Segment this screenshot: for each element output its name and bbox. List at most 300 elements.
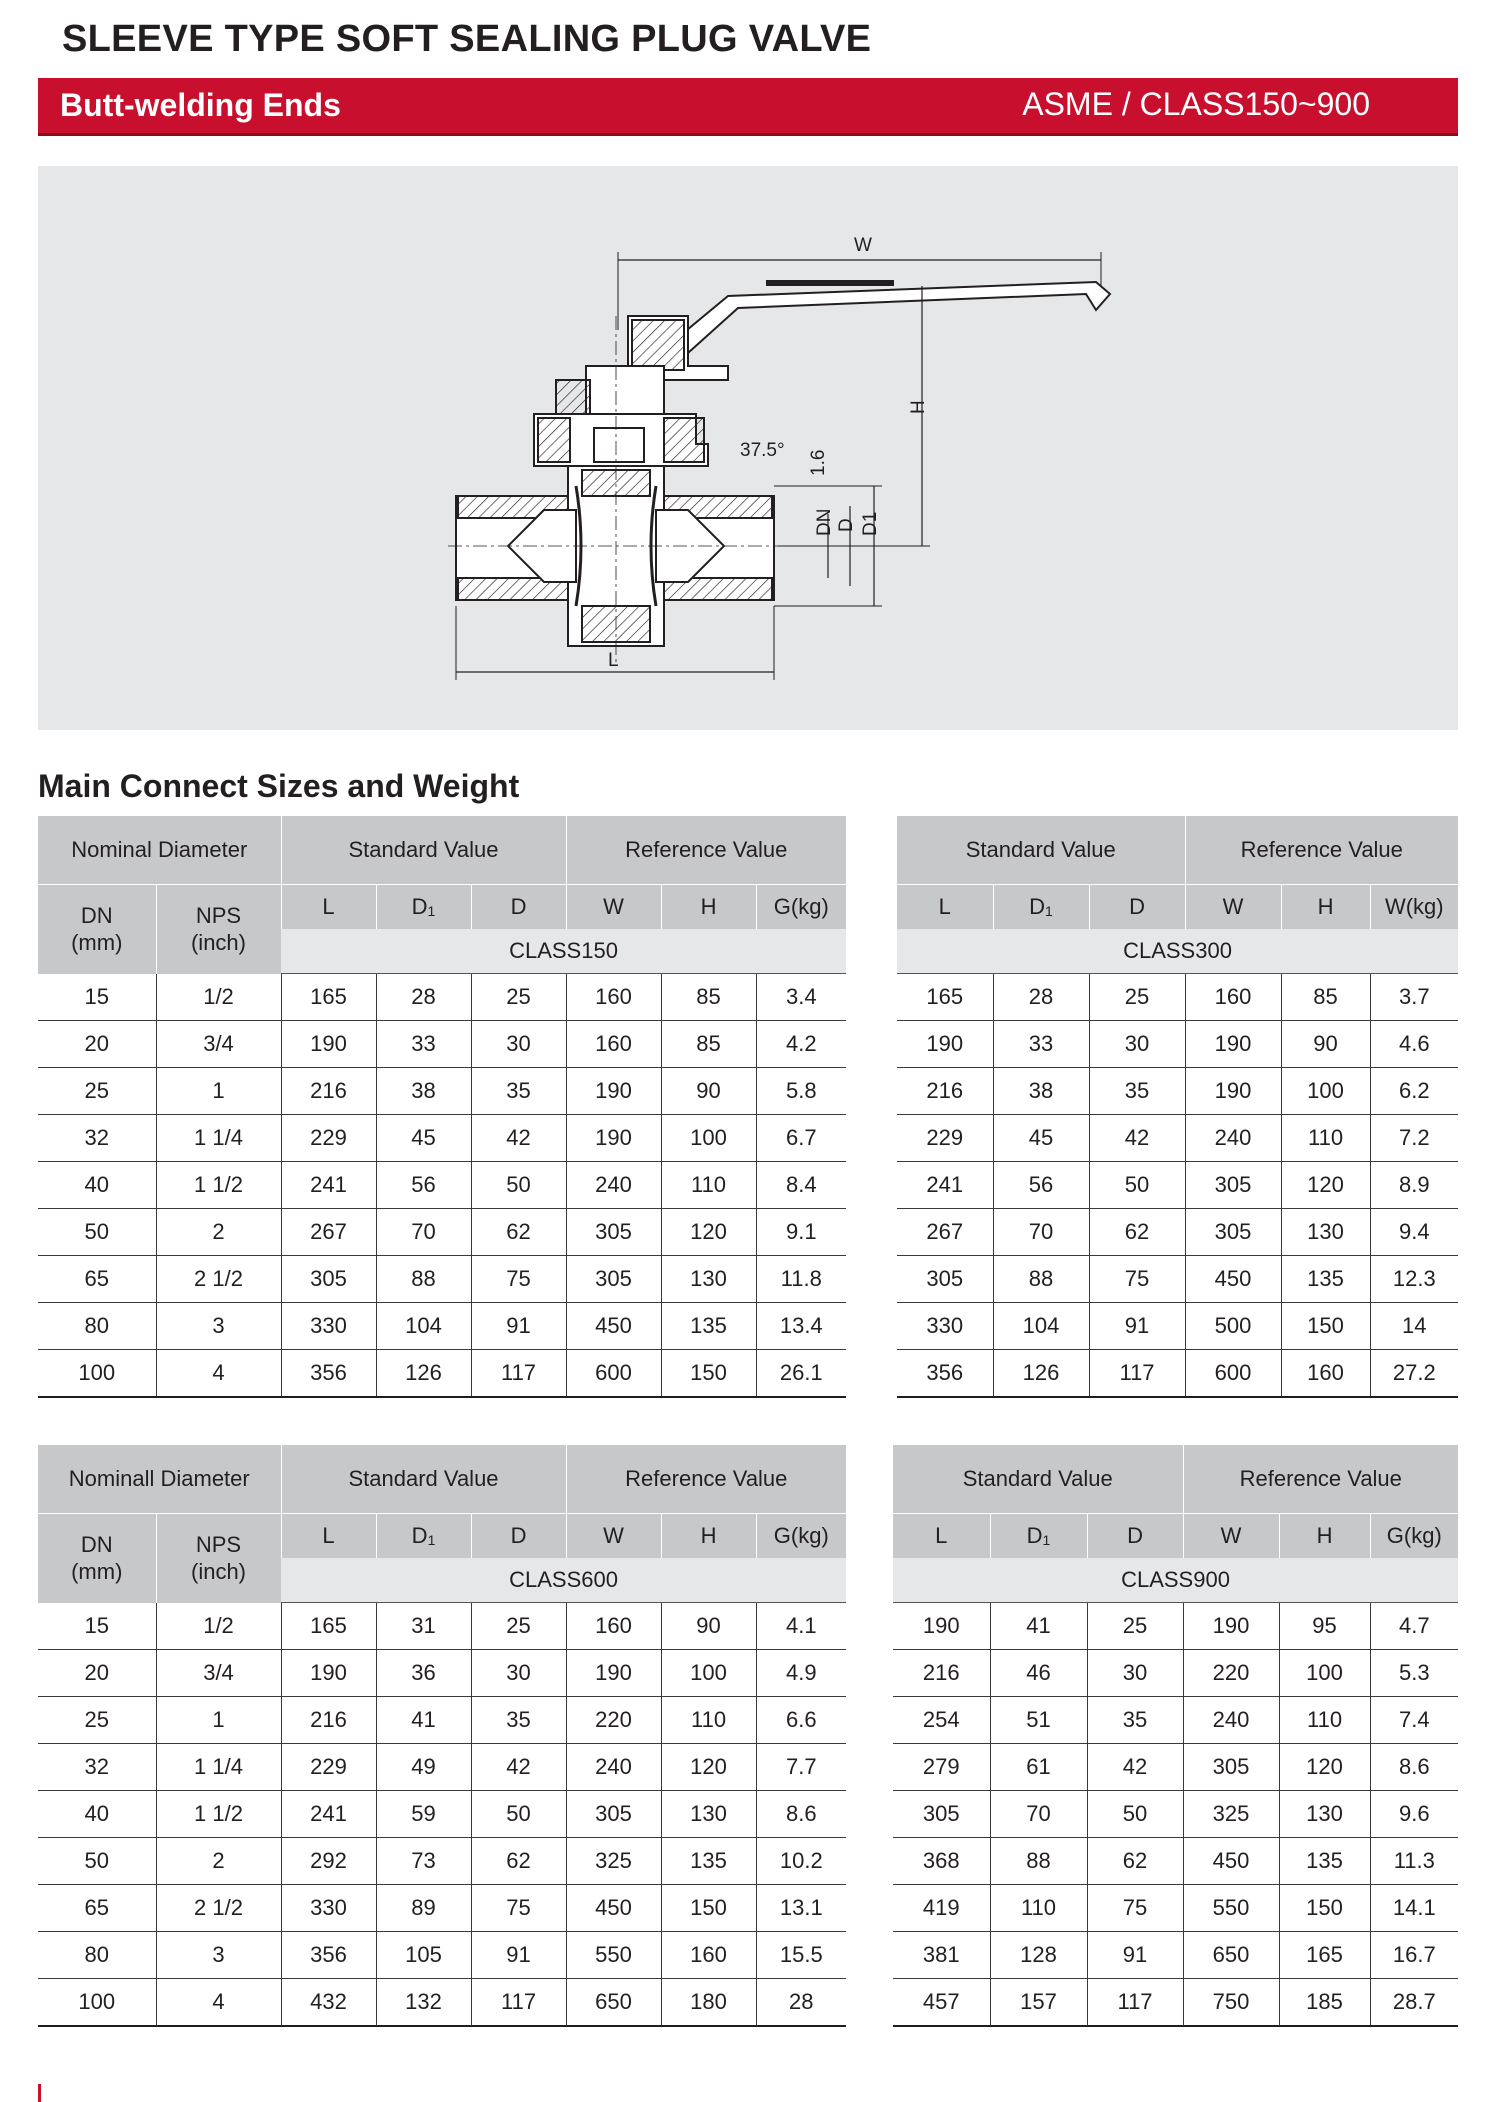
table-row (893, 1932, 1458, 1979)
cell-w: 750 (1183, 1979, 1279, 2027)
cell-dn: 65 (38, 1256, 156, 1303)
table-body (38, 1603, 846, 2027)
cell-l: 216 (897, 1068, 993, 1115)
cell-h: 90 (661, 1603, 756, 1650)
cell-d1: 36 (376, 1650, 471, 1697)
cell-w: 160 (566, 1021, 661, 1068)
cell-w: 160 (566, 1603, 661, 1650)
cell-d: 117 (471, 1350, 566, 1398)
dim-label-angle: 37.5° (740, 440, 785, 461)
cell-d1: 157 (990, 1979, 1087, 2027)
col-w: W (1185, 885, 1281, 930)
cell-dn: 80 (38, 1303, 156, 1350)
cell-w: 240 (566, 1744, 661, 1791)
cell-dn: 32 (38, 1115, 156, 1162)
cell-d1: 33 (993, 1021, 1089, 1068)
cell-h: 135 (661, 1303, 756, 1350)
cell-d1: 31 (376, 1603, 471, 1650)
cell-w: 190 (1185, 1068, 1281, 1115)
cell-h: 130 (1279, 1791, 1370, 1838)
cell-h: 100 (661, 1115, 756, 1162)
table-row (38, 1650, 846, 1697)
cell-d: 25 (1089, 974, 1185, 1021)
cell-nps: 3 (156, 1932, 281, 1979)
table-row (893, 1650, 1458, 1697)
cell-h: 150 (1279, 1885, 1370, 1932)
table-row (38, 1838, 846, 1885)
table-row (38, 1932, 846, 1979)
cell-weight: 4.7 (1370, 1603, 1458, 1650)
cell-d1: 28 (376, 974, 471, 1021)
cell-dn: 15 (38, 974, 156, 1021)
cell-nps: 1/2 (156, 974, 281, 1021)
cell-d1: 38 (376, 1068, 471, 1115)
cell-weight: 4.6 (1370, 1021, 1458, 1068)
cell-weight: 7.7 (756, 1744, 846, 1791)
cell-d: 91 (1089, 1303, 1185, 1350)
cell-w: 240 (1185, 1115, 1281, 1162)
col-w: W (1183, 1514, 1279, 1559)
table-row (893, 1697, 1458, 1744)
cell-d1: 56 (993, 1162, 1089, 1209)
cell-weight: 9.1 (756, 1209, 846, 1256)
dn-header (38, 885, 156, 974)
cell-l: 419 (893, 1885, 990, 1932)
cell-w: 160 (566, 974, 661, 1021)
cell-d: 50 (1087, 1791, 1183, 1838)
cell-l: 216 (893, 1650, 990, 1697)
cell-d: 35 (471, 1697, 566, 1744)
nps-unit: (inch) (191, 1559, 247, 1585)
cell-d1: 128 (990, 1932, 1087, 1979)
cell-d: 42 (471, 1115, 566, 1162)
dim-label-l: L (608, 650, 619, 671)
cell-h: 185 (1279, 1979, 1370, 2027)
cell-weight: 12.3 (1370, 1256, 1458, 1303)
table-row (38, 1303, 846, 1350)
cell-w: 550 (1183, 1885, 1279, 1932)
col-d1 (376, 885, 471, 930)
cell-weight: 28.7 (1370, 1979, 1458, 2027)
cell-l: 267 (281, 1209, 376, 1256)
cell-nps: 1 1/2 (156, 1791, 281, 1838)
cell-l: 216 (281, 1697, 376, 1744)
cell-d: 42 (471, 1744, 566, 1791)
col-h: H (1281, 885, 1370, 930)
col-d: D (471, 885, 566, 930)
cell-h: 120 (1281, 1162, 1370, 1209)
cell-w: 240 (566, 1162, 661, 1209)
cell-w: 600 (1185, 1350, 1281, 1398)
cell-d1: 88 (993, 1256, 1089, 1303)
col-d: D (471, 1514, 566, 1559)
cell-dn: 50 (38, 1838, 156, 1885)
class-label: CLASS600 (281, 1558, 846, 1603)
col-d1 (376, 1514, 471, 1559)
cell-h: 120 (1279, 1744, 1370, 1791)
cell-w: 305 (1183, 1744, 1279, 1791)
cell-d1: 70 (993, 1209, 1089, 1256)
cell-d1: 59 (376, 1791, 471, 1838)
table-row (897, 1021, 1458, 1068)
cell-h: 150 (661, 1350, 756, 1398)
cell-d: 75 (471, 1256, 566, 1303)
cell-l: 356 (281, 1932, 376, 1979)
header-banner (38, 78, 1458, 136)
cell-h: 150 (661, 1885, 756, 1932)
cell-h: 90 (1281, 1021, 1370, 1068)
class-label: CLASS900 (893, 1558, 1458, 1603)
col-d1-sub: 1 (427, 903, 436, 919)
cell-l: 432 (281, 1979, 376, 2027)
col-l: L (281, 885, 376, 930)
cell-d1: 61 (990, 1744, 1087, 1791)
cell-w: 600 (566, 1350, 661, 1398)
dim-label-d1: D1 (860, 511, 881, 536)
cell-l: 381 (893, 1932, 990, 1979)
nps-header (156, 885, 281, 974)
cell-h: 130 (1281, 1209, 1370, 1256)
nominal-diameter-header: Nominall Diameter (38, 1445, 281, 1514)
col-d: D (1089, 885, 1185, 930)
cell-d1: 49 (376, 1744, 471, 1791)
standard-value-header: Standard Value (893, 1445, 1183, 1514)
col-h: H (661, 1514, 756, 1559)
cell-d: 117 (471, 1979, 566, 2027)
cell-w: 190 (1183, 1603, 1279, 1650)
table-row (38, 1603, 846, 1650)
cell-w: 305 (1185, 1209, 1281, 1256)
table-row (893, 1603, 1458, 1650)
cell-d: 62 (1087, 1838, 1183, 1885)
nps-label: NPS (195, 903, 242, 929)
cell-h: 95 (1279, 1603, 1370, 1650)
cell-d: 117 (1089, 1350, 1185, 1398)
cell-l: 279 (893, 1744, 990, 1791)
standard-value-header: Standard Value (281, 816, 566, 885)
cell-d: 50 (471, 1791, 566, 1838)
cell-nps: 3/4 (156, 1650, 281, 1697)
cell-w: 305 (566, 1209, 661, 1256)
connection-type: Butt-welding Ends (60, 87, 341, 123)
cell-d: 25 (471, 1603, 566, 1650)
table-class600 (38, 1445, 846, 2027)
cell-h: 135 (1281, 1256, 1370, 1303)
cell-w: 450 (566, 1885, 661, 1932)
cell-d: 75 (1087, 1885, 1183, 1932)
table-class300 (897, 816, 1458, 1398)
cell-weight: 13.4 (756, 1303, 846, 1350)
col-d1-main: D (1029, 894, 1046, 919)
cell-dn: 20 (38, 1021, 156, 1068)
cell-d: 50 (471, 1162, 566, 1209)
cell-weight: 8.6 (1370, 1744, 1458, 1791)
cell-l: 241 (897, 1162, 993, 1209)
cell-dn: 65 (38, 1885, 156, 1932)
col-d1-sub: 1 (1042, 1532, 1051, 1548)
reference-value-header: Reference Value (566, 1445, 846, 1514)
cell-weight: 15.5 (756, 1932, 846, 1979)
cell-weight: 7.4 (1370, 1697, 1458, 1744)
cell-dn: 50 (38, 1209, 156, 1256)
table-row (897, 974, 1458, 1021)
cell-d1: 88 (376, 1256, 471, 1303)
cell-weight: 5.3 (1370, 1650, 1458, 1697)
cell-h: 130 (661, 1256, 756, 1303)
col-weight: W(kg) (1370, 885, 1458, 930)
table-row (897, 1256, 1458, 1303)
dim-label-bevel: 1.6 (808, 449, 829, 476)
col-d1 (993, 885, 1089, 930)
cell-weight: 8.4 (756, 1162, 846, 1209)
cell-l: 330 (281, 1885, 376, 1932)
cell-l: 457 (893, 1979, 990, 2027)
reference-value-header: Reference Value (1183, 1445, 1458, 1514)
cell-d: 50 (1089, 1162, 1185, 1209)
cell-l: 330 (281, 1303, 376, 1350)
table-row (897, 1209, 1458, 1256)
cell-l: 229 (897, 1115, 993, 1162)
cell-weight: 10.2 (756, 1838, 846, 1885)
cell-l: 356 (281, 1350, 376, 1398)
cell-w: 550 (566, 1932, 661, 1979)
valve-drawing-panel (38, 166, 1458, 730)
cell-l: 305 (897, 1256, 993, 1303)
cell-d: 75 (1089, 1256, 1185, 1303)
cell-d: 117 (1087, 1979, 1183, 2027)
cell-d1: 51 (990, 1697, 1087, 1744)
cell-h: 100 (661, 1650, 756, 1697)
cell-weight: 27.2 (1370, 1350, 1458, 1398)
cell-h: 110 (1281, 1115, 1370, 1162)
dn-label: DN (80, 903, 113, 929)
cell-nps: 2 (156, 1838, 281, 1885)
cell-d1: 28 (993, 974, 1089, 1021)
table-body (897, 974, 1458, 1398)
cell-h: 110 (661, 1162, 756, 1209)
cell-nps: 4 (156, 1979, 281, 2027)
dim-label-h: H (908, 400, 929, 414)
cell-d: 42 (1089, 1115, 1185, 1162)
cell-w: 500 (1185, 1303, 1281, 1350)
col-g: G(kg) (756, 885, 846, 930)
cell-nps: 2 1/2 (156, 1256, 281, 1303)
cell-h: 110 (1279, 1697, 1370, 1744)
cell-l: 190 (281, 1021, 376, 1068)
col-d1-sub: 1 (1045, 903, 1053, 919)
cell-h: 110 (661, 1697, 756, 1744)
col-w: W (566, 1514, 661, 1559)
table-body (893, 1603, 1458, 2027)
cell-w: 450 (1183, 1838, 1279, 1885)
cell-l: 190 (897, 1021, 993, 1068)
cell-dn: 80 (38, 1932, 156, 1979)
col-l: L (893, 1514, 990, 1559)
table-row (893, 1744, 1458, 1791)
cell-weight: 9.6 (1370, 1791, 1458, 1838)
table-row (38, 1744, 846, 1791)
cell-nps: 2 1/2 (156, 1885, 281, 1932)
cell-dn: 25 (38, 1068, 156, 1115)
cell-dn: 40 (38, 1162, 156, 1209)
dn-label: DN (80, 1532, 113, 1558)
cell-w: 305 (1185, 1162, 1281, 1209)
cell-h: 85 (1281, 974, 1370, 1021)
cell-w: 190 (566, 1650, 661, 1697)
cell-d1: 41 (376, 1697, 471, 1744)
cell-l: 241 (281, 1791, 376, 1838)
cell-dn: 100 (38, 1979, 156, 2027)
cell-nps: 1/2 (156, 1603, 281, 1650)
reference-value-header: Reference Value (566, 816, 846, 885)
table-row (897, 1303, 1458, 1350)
table-row (38, 1350, 846, 1398)
col-g: G(kg) (1370, 1514, 1458, 1559)
cell-d: 30 (471, 1650, 566, 1697)
cell-h: 150 (1281, 1303, 1370, 1350)
cell-d1: 89 (376, 1885, 471, 1932)
nps-header (156, 1514, 281, 1603)
cell-d: 30 (471, 1021, 566, 1068)
cell-d1: 132 (376, 1979, 471, 2027)
cell-w: 325 (566, 1838, 661, 1885)
cell-d: 30 (1089, 1021, 1185, 1068)
dn-unit: (mm) (71, 1559, 123, 1585)
cell-d: 35 (1089, 1068, 1185, 1115)
cell-l: 267 (897, 1209, 993, 1256)
col-d1-main: D (1026, 1523, 1043, 1548)
cell-d1: 88 (990, 1838, 1087, 1885)
cell-d1: 105 (376, 1932, 471, 1979)
table-row (38, 1209, 846, 1256)
table-row (38, 1979, 846, 2027)
cell-w: 160 (1185, 974, 1281, 1021)
cell-weight: 8.6 (756, 1791, 846, 1838)
col-h: H (1279, 1514, 1370, 1559)
cell-weight: 4.1 (756, 1603, 846, 1650)
cell-l: 229 (281, 1115, 376, 1162)
cell-d1: 70 (990, 1791, 1087, 1838)
cell-nps: 1 1/2 (156, 1162, 281, 1209)
cell-weight: 7.2 (1370, 1115, 1458, 1162)
table-row (38, 974, 846, 1021)
cell-weight: 4.9 (756, 1650, 846, 1697)
reference-value-header: Reference Value (1185, 816, 1458, 885)
cell-nps: 1 (156, 1068, 281, 1115)
cell-w: 650 (1183, 1932, 1279, 1979)
standard-class-range: ASME / CLASS150~900 (1022, 86, 1370, 122)
cell-weight: 28 (756, 1979, 846, 2027)
col-g: G(kg) (756, 1514, 846, 1559)
dn-header (38, 1514, 156, 1603)
cell-h: 160 (1281, 1350, 1370, 1398)
cell-weight: 26.1 (756, 1350, 846, 1398)
col-l: L (281, 1514, 376, 1559)
cell-d1: 126 (993, 1350, 1089, 1398)
col-d1-sub: 1 (427, 1532, 436, 1548)
cell-weight: 6.2 (1370, 1068, 1458, 1115)
cell-h: 100 (1281, 1068, 1370, 1115)
cell-nps: 2 (156, 1209, 281, 1256)
table-row (38, 1068, 846, 1115)
cell-d: 91 (1087, 1932, 1183, 1979)
cell-d1: 73 (376, 1838, 471, 1885)
table-row (38, 1697, 846, 1744)
cell-weight: 3.4 (756, 974, 846, 1021)
cell-nps: 1 1/4 (156, 1115, 281, 1162)
col-w: W (566, 885, 661, 930)
cell-weight: 8.9 (1370, 1162, 1458, 1209)
cell-dn: 20 (38, 1650, 156, 1697)
cell-dn: 32 (38, 1744, 156, 1791)
cell-dn: 100 (38, 1350, 156, 1398)
cell-d: 25 (471, 974, 566, 1021)
cell-d1: 126 (376, 1350, 471, 1398)
cell-l: 165 (897, 974, 993, 1021)
standard-value-header: Standard Value (281, 1445, 566, 1514)
cell-h: 165 (1279, 1932, 1370, 1979)
cell-d1: 33 (376, 1021, 471, 1068)
table-row (897, 1350, 1458, 1398)
cell-weight: 11.3 (1370, 1838, 1458, 1885)
footer-accent-bar (38, 2084, 41, 2102)
cell-h: 120 (661, 1209, 756, 1256)
table-row (893, 1979, 1458, 2027)
table-row (38, 1162, 846, 1209)
table-class150 (38, 816, 846, 1398)
col-d1-main: D (411, 1523, 428, 1548)
cell-nps: 1 (156, 1697, 281, 1744)
nps-label: NPS (195, 1532, 242, 1558)
cell-w: 220 (566, 1697, 661, 1744)
cell-nps: 1 1/4 (156, 1744, 281, 1791)
cell-l: 165 (281, 1603, 376, 1650)
cell-l: 165 (281, 974, 376, 1021)
col-h: H (661, 885, 756, 930)
cell-l: 368 (893, 1838, 990, 1885)
table-row (38, 1791, 846, 1838)
cell-weight: 13.1 (756, 1885, 846, 1932)
cell-l: 241 (281, 1162, 376, 1209)
cell-w: 650 (566, 1979, 661, 2027)
cell-d1: 38 (993, 1068, 1089, 1115)
cell-d1: 46 (990, 1650, 1087, 1697)
cell-weight: 6.7 (756, 1115, 846, 1162)
cell-w: 240 (1183, 1697, 1279, 1744)
cell-w: 220 (1183, 1650, 1279, 1697)
cell-w: 325 (1183, 1791, 1279, 1838)
cell-d1: 110 (990, 1885, 1087, 1932)
cell-l: 330 (897, 1303, 993, 1350)
cell-h: 135 (1279, 1838, 1370, 1885)
col-l: L (897, 885, 993, 930)
cell-weight: 11.8 (756, 1256, 846, 1303)
cell-h: 120 (661, 1744, 756, 1791)
cell-weight: 14.1 (1370, 1885, 1458, 1932)
cell-dn: 15 (38, 1603, 156, 1650)
cell-d: 25 (1087, 1603, 1183, 1650)
cell-dn: 25 (38, 1697, 156, 1744)
cell-d: 75 (471, 1885, 566, 1932)
cell-d1: 70 (376, 1209, 471, 1256)
class-label: CLASS150 (281, 929, 846, 974)
nps-unit: (inch) (190, 930, 246, 956)
cell-d1: 104 (993, 1303, 1089, 1350)
table-row (38, 1021, 846, 1068)
cell-weight: 6.6 (756, 1697, 846, 1744)
cell-l: 356 (897, 1350, 993, 1398)
cell-w: 190 (566, 1115, 661, 1162)
